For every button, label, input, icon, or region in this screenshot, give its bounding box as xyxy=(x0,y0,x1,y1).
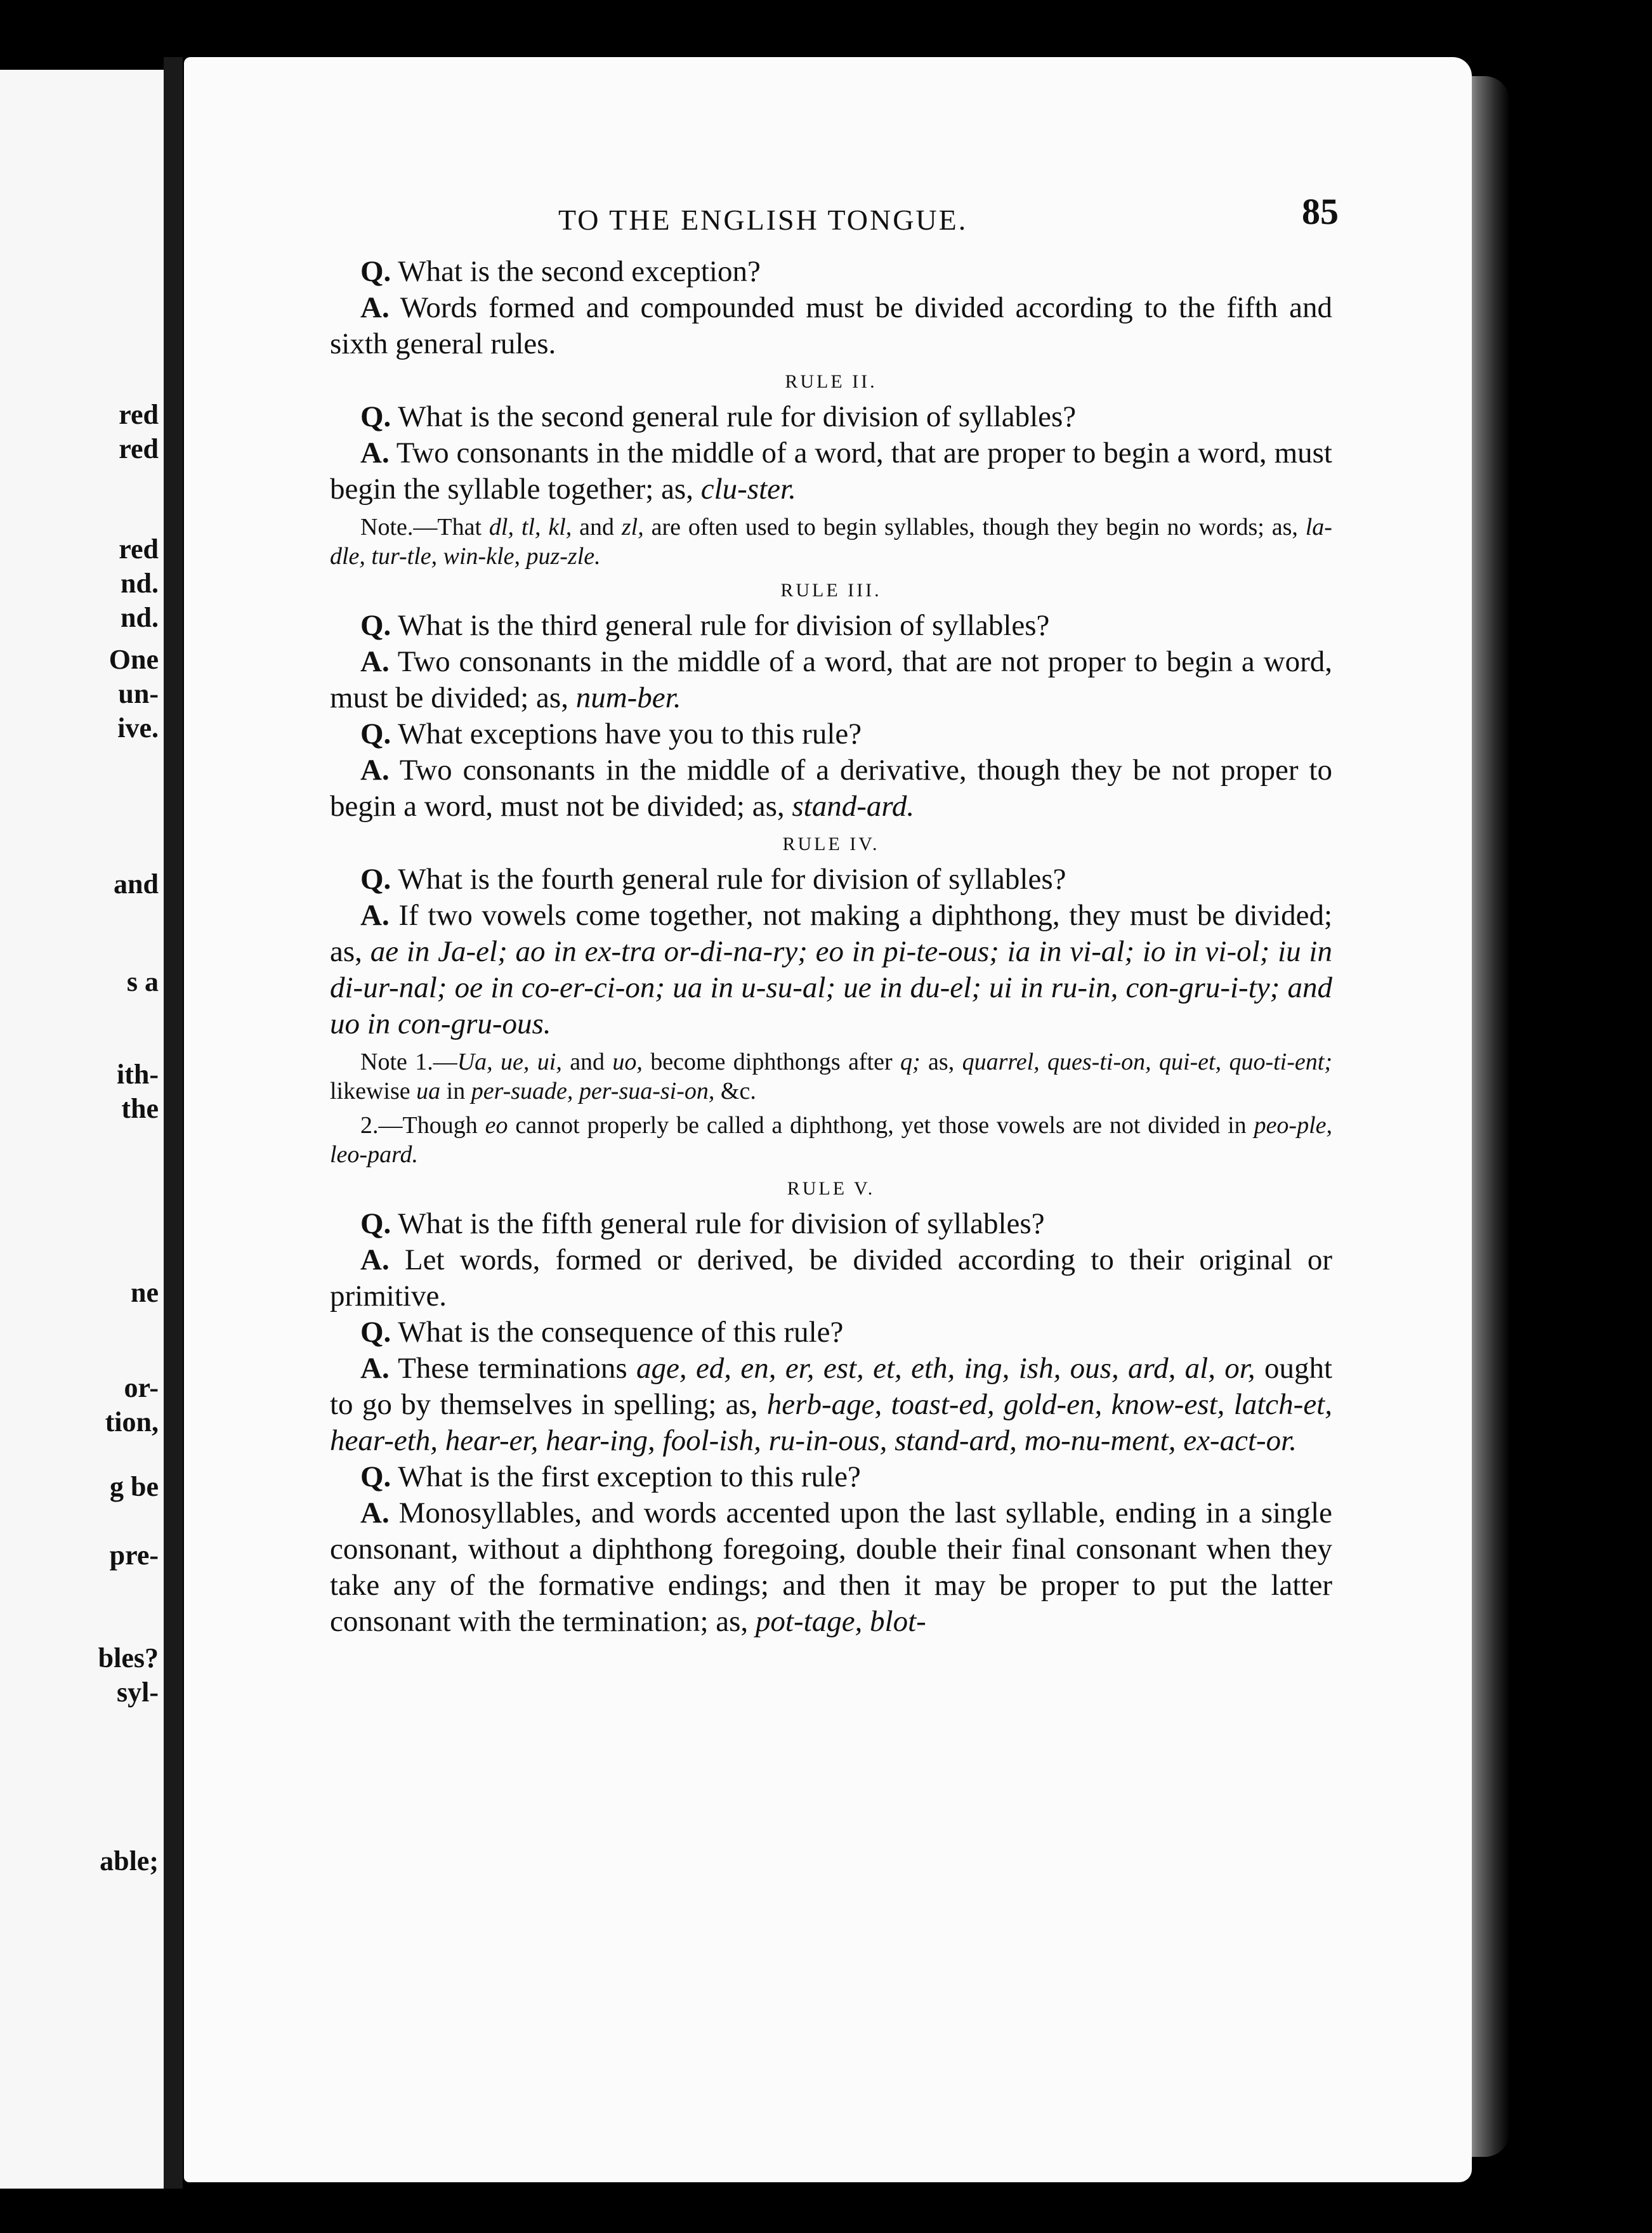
answer: A. These terminations age, ed, en, er, est, et, eth, ing, ish, ous, ard, al, or, ought to go by themselves in spelling; as, herb-age, toast-ed, gold-en, know-est, latch-et, hear-eth, hear-er, hear-ing, fool-ish, ru-in-ous, stand-ard, mo-nu-ment, ex-act-or. xyxy=(330,1352,1333,1457)
left-fragment: the xyxy=(121,1093,159,1124)
rule-heading: RULE III. xyxy=(780,580,882,601)
book-gutter xyxy=(164,57,183,2189)
left-fragment: and xyxy=(114,868,159,900)
note: Note.—That dl, tl, kl, and zl, are often used to begin syllables, though they begin no words; as, la-dle, tur-tle, win-kle, puz-zle. xyxy=(330,514,1332,570)
question: Q. What exceptions have you to this rule? xyxy=(360,717,862,750)
answer: A. Let words, formed or derived, be divided according to their original or primitive. xyxy=(330,1243,1332,1313)
running-head xyxy=(330,190,1339,254)
left-fragment: nd. xyxy=(121,568,159,599)
question: Q. What is the second general rule for division of syllables? xyxy=(360,400,1077,433)
answer: A. Words formed and compounded must be divided according to the fifth and sixth general rules. xyxy=(330,291,1332,360)
left-fragment: able; xyxy=(100,1845,159,1876)
rule-heading: RULE II. xyxy=(785,371,877,392)
answer: A. Two consonants in the middle of a word, that are proper to begin a word, must begin the syllable together; as, clu-ster. xyxy=(330,436,1332,506)
answer: A. Two consonants in the middle of a derivative, though they be not proper to begin a word, must not be divided; as, stand-ard. xyxy=(330,754,1332,823)
answer: A. Two consonants in the middle of a word, that are not proper to begin a word, must be divided; as, num-ber. xyxy=(330,645,1332,714)
page-number: 85 xyxy=(1302,191,1339,232)
left-fragment: bles? xyxy=(98,1642,159,1673)
running-title: TO THE ENGLISH TONGUE. xyxy=(558,204,968,236)
question: Q. What is the fourth general rule for division of syllables? xyxy=(360,863,1066,896)
answer: A. Monosyllables, and words accented upon the last syllable, ending in a single consonant, without a diphthong foregoing, double their final consonant when they take any of the formative endings; and then it may be proper to put the latter consonant with the termination; as, pot-tage, blot- xyxy=(330,1496,1332,1638)
answer: A. If two vowels come together, not making a diphthong, they must be divided; as, ae in Ja-el; ao in ex-tra or-di-na-ry; eo in pi-te-ous; ia in vi-al; io in vi-ol; iu in di-ur-nal; oe in co-er-ci-on; ua in u-su-al; ue in du-el; ui in ru-in, con-gru-i-ty; and uo in con-gru-ous. xyxy=(330,899,1332,1040)
left-fragment: pre- xyxy=(109,1540,159,1571)
left-fragment: ne xyxy=(131,1277,159,1308)
left-fragment: red xyxy=(119,399,159,430)
left-fragment: s a xyxy=(126,966,159,997)
question: Q. What is the consequence of this rule? xyxy=(360,1316,844,1349)
note: 2.—Though eo cannot properly be called a diphthong, yet those vowels are not divided in peo-ple, leo-pard. xyxy=(330,1112,1333,1168)
left-fragment: red xyxy=(119,433,159,464)
rule-heading: RULE V. xyxy=(787,1178,875,1199)
left-fragment: tion, xyxy=(105,1406,159,1437)
left-fragment: g be xyxy=(110,1471,159,1502)
question: Q. What is the second exception? xyxy=(360,255,761,288)
left-fragment: ive. xyxy=(117,712,159,743)
left-fragment: ith- xyxy=(117,1059,159,1090)
left-fragment: un- xyxy=(118,678,159,709)
left-fragment: nd. xyxy=(121,602,159,633)
left-fragment: red xyxy=(119,534,159,565)
left-fragment: syl- xyxy=(117,1677,159,1708)
left-fragment: or- xyxy=(124,1372,159,1403)
question: Q. What is the fifth general rule for division of syllables? xyxy=(360,1207,1045,1240)
page-text xyxy=(330,190,1339,1640)
question: Q. What is the third general rule for division of syllables? xyxy=(360,609,1050,642)
question: Q. What is the first exception to this rule? xyxy=(360,1460,861,1493)
note: Note 1.—Ua, ue, ui, and uo, become diphthongs after q; as, quarrel, ques-ti-on, qui-et, quo-ti-ent; likewise ua in per-suade, per-sua-si-on, &c. xyxy=(330,1049,1332,1104)
left-page xyxy=(0,70,164,2189)
rule-heading: RULE IV. xyxy=(782,834,880,855)
left-fragment: One xyxy=(108,644,159,675)
